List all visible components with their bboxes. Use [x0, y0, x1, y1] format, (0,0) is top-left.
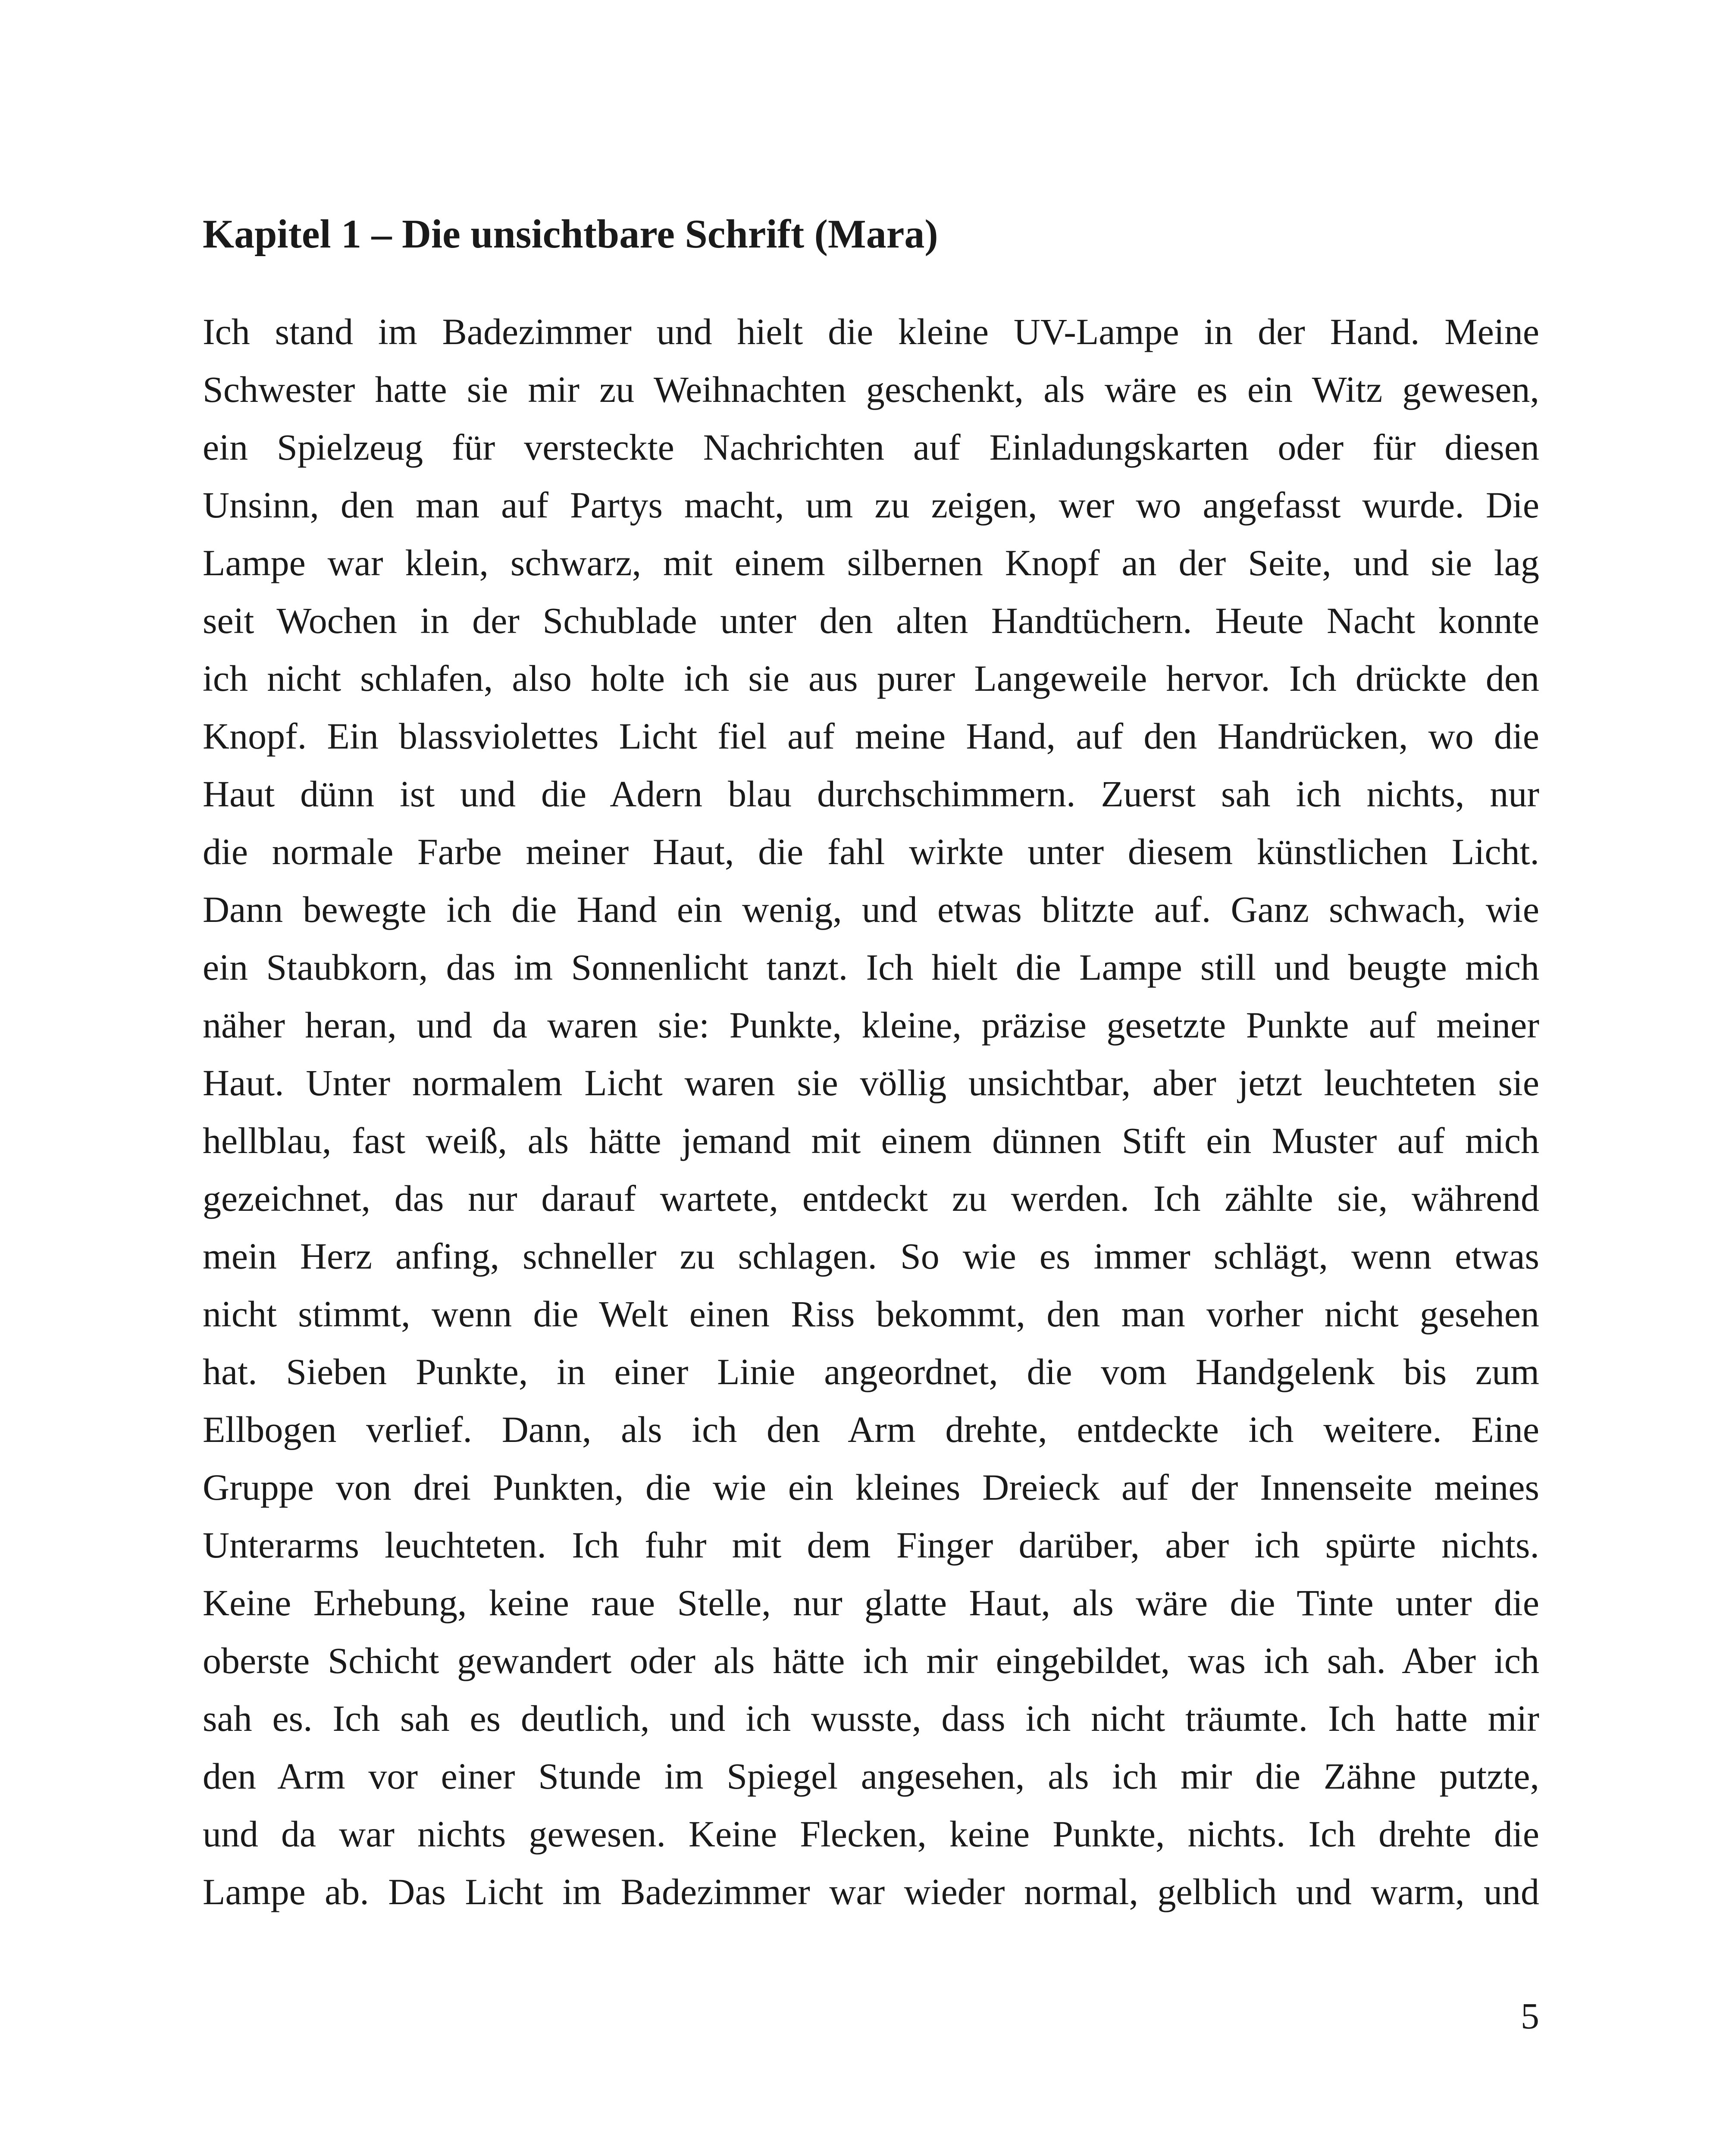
text-line: Ellbogen verlief. Dann, als ich den Arm drehte, entdeckte ich weitere. Eine	[203, 1409, 1539, 1450]
text-line: Ich stand im Badezimmer und hielt die kleine UV-Lampe in der Hand. Meine	[203, 311, 1539, 352]
text-line: die normale Farbe meiner Haut, die fahl wirkte unter diesem künstlichen Licht.	[203, 831, 1539, 872]
text-line: ein Spielzeug für versteckte Nachrichten auf Einladungskarten oder für diesen	[203, 426, 1539, 468]
text-line: sah es. Ich sah es deutlich, und ich wusste, dass ich nicht träumte. Ich hatte mir	[203, 1698, 1539, 1739]
text-line: mein Herz anfing, schneller zu schlagen. So wie es immer schlägt, wenn etwas	[203, 1235, 1539, 1277]
text-line: Keine Erhebung, keine raue Stelle, nur glatte Haut, als wäre die Tinte unter die	[203, 1582, 1539, 1623]
text-line: und da war nichts gewesen. Keine Flecken, keine Punkte, nichts. Ich drehte die	[203, 1813, 1539, 1855]
text-line: gezeichnet, das nur darauf wartete, entdeckt zu werden. Ich zählte sie, während	[203, 1178, 1539, 1219]
text-line: Knopf. Ein blassviolettes Licht fiel auf meine Hand, auf den Handrücken, wo die	[203, 715, 1539, 757]
text-line: näher heran, und da waren sie: Punkte, kleine, präzise gesetzte Punkte auf meiner	[203, 1004, 1539, 1046]
text-line: seit Wochen in der Schublade unter den alten Handtüchern. Heute Nacht konnte	[203, 600, 1539, 641]
text-line: ich nicht schlafen, also holte ich sie aus purer Langeweile hervor. Ich drückte den	[203, 658, 1539, 699]
text-line: ein Staubkorn, das im Sonnenlicht tanzt. Ich hielt die Lampe still und beugte mich	[203, 946, 1539, 988]
page-number: 5	[1521, 1995, 1539, 2037]
text-line: nicht stimmt, wenn die Welt einen Riss bekommt, den man vorher nicht gesehen	[203, 1293, 1539, 1335]
chapter-body-text	[203, 303, 1539, 1921]
text-line: Unterarms leuchteten. Ich fuhr mit dem Finger darüber, aber ich spürte nichts.	[203, 1524, 1539, 1566]
chapter-title: Kapitel 1 – Die unsichtbare Schrift (Mara)	[203, 212, 938, 257]
text-line: den Arm vor einer Stunde im Spiegel angesehen, als ich mir die Zähne putzte,	[203, 1755, 1539, 1797]
text-line: Gruppe von drei Punkten, die wie ein kleines Dreieck auf der Innenseite meines	[203, 1467, 1539, 1508]
text-line: Haut dünn ist und die Adern blau durchschimmern. Zuerst sah ich nichts, nur	[203, 773, 1539, 815]
text-line: Dann bewegte ich die Hand ein wenig, und etwas blitzte auf. Ganz schwach, wie	[203, 889, 1539, 930]
text-line: Lampe war klein, schwarz, mit einem silbernen Knopf an der Seite, und sie lag	[203, 542, 1539, 583]
text-line: Haut. Unter normalem Licht waren sie völlig unsichtbar, aber jetzt leuchteten sie	[203, 1062, 1539, 1103]
text-line: Lampe ab. Das Licht im Badezimmer war wieder normal, gelblich und warm, und	[203, 1871, 1539, 1912]
text-line: Unsinn, den man auf Partys macht, um zu zeigen, wer wo angefasst wurde. Die	[203, 484, 1539, 526]
text-line: hat. Sieben Punkte, in einer Linie angeordnet, die vom Handgelenk bis zum	[203, 1351, 1539, 1392]
text-line: hellblau, fast weiß, als hätte jemand mit einem dünnen Stift ein Muster auf mich	[203, 1120, 1539, 1161]
text-line: Schwester hatte sie mir zu Weihnachten geschenkt, als wäre es ein Witz gewesen,	[203, 369, 1539, 410]
text-line: oberste Schicht gewandert oder als hätte ich mir eingebildet, was ich sah. Aber ich	[203, 1640, 1539, 1681]
